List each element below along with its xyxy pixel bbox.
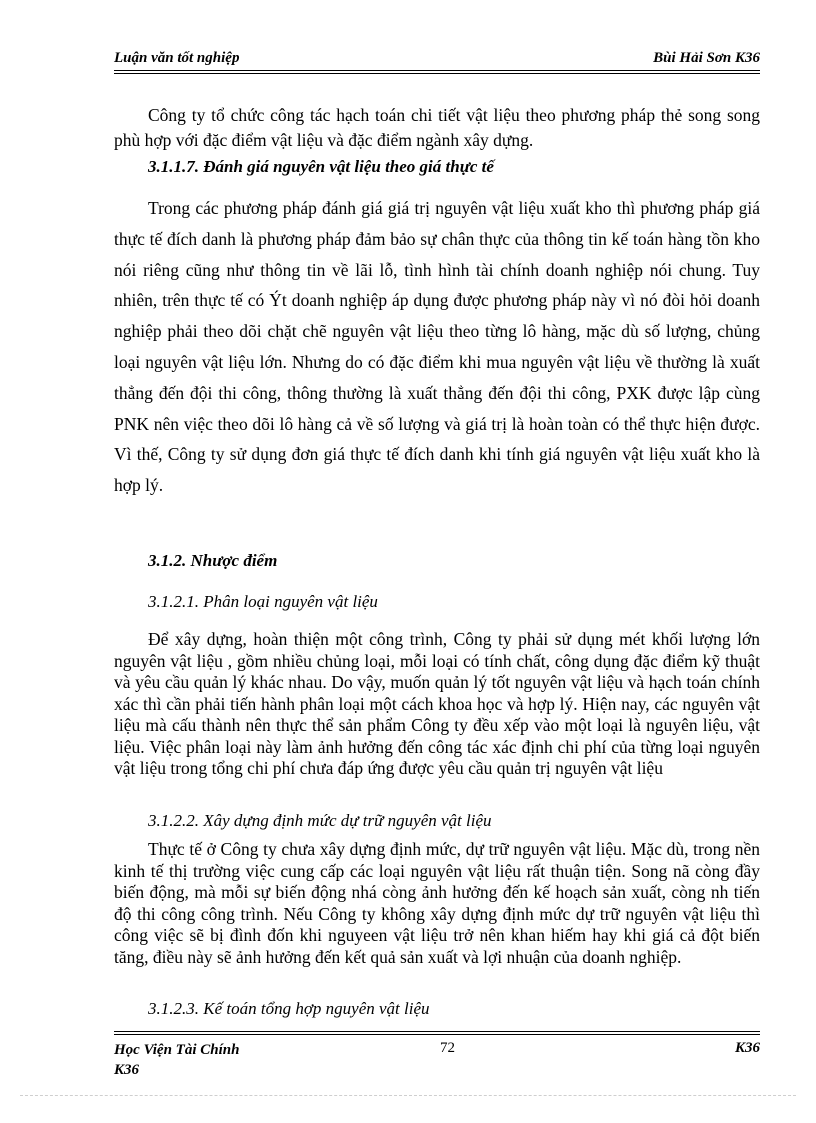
footer-rule bbox=[114, 1031, 760, 1032]
page-header bbox=[114, 50, 760, 70]
heading-3-1-1-7: 3.1.1.7. Đánh giá nguyên vật liệu theo giá thực tế bbox=[148, 157, 494, 176]
heading-3-1-2-2: 3.1.2.2. Xây dựng định mức dự trữ nguyên vật liệu bbox=[148, 811, 492, 830]
page-footer bbox=[114, 1040, 760, 1080]
intro-paragraph: Công ty tổ chức công tác hạch toán chi tiết vật liệu theo phương pháp thẻ song song phù hợp với đặc điểm vật liệu và đặc điểm ngành xây dựng. bbox=[114, 105, 760, 150]
page-number: 72 bbox=[440, 1040, 455, 1056]
heading-3-1-2: 3.1.2. Nhược điểm bbox=[148, 551, 278, 570]
header-rule-2 bbox=[114, 73, 760, 74]
footer-rule-2 bbox=[114, 1034, 760, 1035]
heading-3-1-2-3: 3.1.2.3. Kế toán tổng hợp nguyên vật liệu bbox=[148, 999, 430, 1018]
header-rule bbox=[114, 70, 760, 71]
header-author: Bùi Hải Sơn K36 bbox=[653, 50, 760, 66]
paragraph-3-1-2-2: Thực tế ở Công ty chưa xây dựng định mức, dự trữ nguyên vật liệu. Mặc dù, trong nền kinh tế thị trường việc cung cấp các loại nguyên vật liệu rất thuận tiện. Song nã còng đầy biến động, mà mỗi sự biến động nhá còng ảnh hưởng đến kế hoạch sản xuất, còng nh tiến độ thi công công trình. Nếu Công ty không xây dựng định mức dự trữ nguyên vật liệu thì công việc sẽ bị đình đốn khi nguyeen vật liệu trở nên khan hiếm hay khi giá cả đột biến tăng, điều này sẽ ảnh hưởng đến kết quả sản xuất và lợi nhuận của doanh nghiệp. bbox=[114, 839, 760, 967]
footer-course: K36 bbox=[734, 1040, 760, 1056]
paragraph-3-1-2-1: Để xây dựng, hoàn thiện một công trình, Công ty phải sử dụng mét khối lượng lớn nguyên vật liệu , gồm nhiều chủng loại, mỗi loại có tính chất, công dụng đặc điểm kỹ thuật và yêu cầu quản lý khác nhau. Do vậy, muốn quản lý tốt nguyên vật liệu và hạch toán chính xác thì cần phải tiến hành phân loại một cách khoa học và hợp lý. Hiện nay, các nguyên vật liệu mà cấu thành nên thực thể sản phẩm Công ty đều xếp vào một loại là nguyên liệu, vật liệu. Việc phân loại này làm ảnh hưởng đến công tác xác định chi phí của từng loại nguyên vật liệu trong tổng chi phí chưa đáp ứng được yêu cầu quản trị nguyên vật liệu bbox=[114, 629, 760, 778]
heading-3-1-2-1: 3.1.2.1. Phân loại nguyên vật liệu bbox=[148, 592, 378, 611]
header-thesis-label: Luận văn tốt nghiệp bbox=[114, 50, 240, 66]
footer-institution: Học Viện Tài Chính K36 bbox=[114, 1042, 240, 1078]
page-bottom-divider bbox=[20, 1095, 796, 1096]
paragraph-3-1-1-7: Trong các phương pháp đánh giá giá trị nguyên vật liệu xuất kho thì phương pháp giá thực tế đích danh là phương pháp đảm bảo sự chân thực của thông tin kế toán hàng tồn kho nói riêng cũng như thông tin về lãi lỗ, tình hình tài chính doanh nghiệp nói chung. Tuy nhiên, trên thực tế có Ýt doanh nghiệp áp dụng được phương pháp này vì nó đòi hỏi doanh nghiệp phải theo dõi chặt chẽ nguyên vật liệu theo từng lô hàng, mặc dù số lượng, chủng loại nguyên vật liệu lớn. Nhưng do có đặc điểm khi mua nguyên vật liệu về thường là xuất thẳng đến đội thi công, thông thường là xuất thẳng đến đội thi công, PXK được lập cùng PNK nên việc theo dõi lô hàng cả về số lượng và giá trị là hoàn toàn có thể thực hiện được. Vì thế, Công ty sử dụng đơn giá thực tế đích danh khi tính giá nguyên vật liệu xuất kho là hợp lý. bbox=[114, 198, 760, 496]
